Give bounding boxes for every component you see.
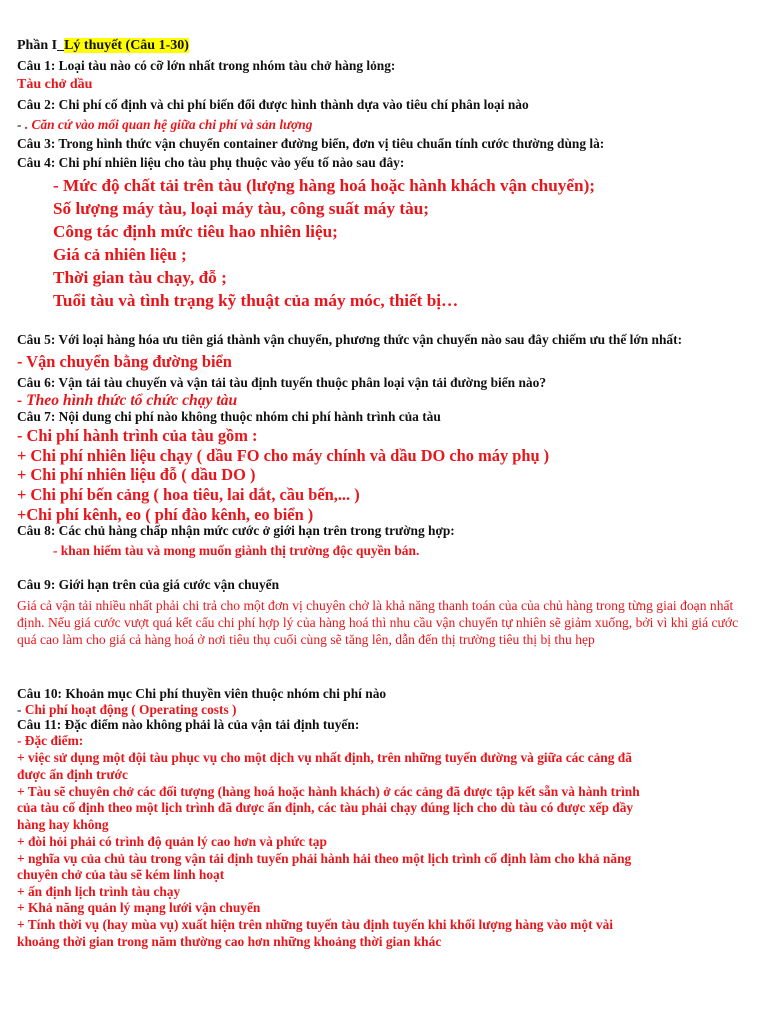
answer-7-line: + Chi phí nhiên liệu đỗ ( dầu DO ) — [17, 465, 256, 484]
answer-11-line: + nghĩa vụ của chủ tàu trong vận tải định tuyến phải hành hải theo một lịch trình cố định làm cho khả năng — [17, 851, 632, 866]
answer-11-line: + Tính thời vụ (hay mùa vụ) xuất hiện trên những tuyến tàu định tuyến khi khối lượng hàng vào một vài — [17, 917, 614, 932]
answer-4-line: Thời gian tàu chạy, đỗ ; — [53, 268, 227, 287]
question-11: Câu 11: Đặc điểm nào không phải là của vận tải định tuyến: — [17, 717, 360, 732]
answer-11-line: hàng hay không — [17, 817, 109, 832]
answer-10 — [17, 702, 237, 718]
answer-11-line: chuyên chở của tàu sẽ kém linh hoạt — [17, 867, 225, 882]
question-2: Câu 2: Chi phí cố định và chi phí biến đổi được hình thành dựa vào tiêu chí phân loại nào — [17, 97, 529, 112]
answer-7-line: + Chi phí nhiên liệu chạy ( dầu FO cho máy chính và dầu DO cho máy phụ ) — [17, 446, 550, 465]
answer-11-line: khoảng thời gian trong năm thường cao hơn những khoảng thời gian khác — [17, 934, 442, 949]
answer-11-line: + ấn định lịch trình tàu chạy — [17, 884, 181, 899]
section-heading — [17, 38, 189, 54]
answer-2-dash: - — [17, 117, 25, 132]
question-3: Câu 3: Trong hình thức vận chuyển container đường biển, đơn vị tiêu chuẩn tính cước thường dùng là: — [17, 136, 605, 151]
answer-11-line: + Khả năng quản lý mạng lưới vận chuyển — [17, 900, 261, 915]
answer-7-line: - Chi phí hành trình của tàu gồm : — [17, 426, 258, 445]
section-title: Lý thuyết (Câu 1-30) — [64, 38, 189, 53]
question-7: Câu 7: Nội dung chi phí nào không thuộc nhóm chi phí hành trình của tàu — [17, 409, 441, 424]
answer-7-line: + Chi phí bến cảng ( hoa tiêu, lai dắt, cầu bến,... ) — [17, 485, 360, 504]
answer-11-line: được ấn định trước — [17, 767, 128, 782]
answer-11-line: - Đặc điểm: — [17, 733, 84, 748]
question-4: Câu 4: Chi phí nhiên liệu cho tàu phụ thuộc vào yếu tố nào sau đây: — [17, 155, 405, 170]
answer-11-line: của tàu cố định theo một lịch trình đã được ấn định, các tàu phải chạy đúng lịch cho dù tàu có được xếp đầy — [17, 800, 634, 815]
answer-11-line: + Tàu sẽ chuyên chở các đối tượng (hàng hoá hoặc hành khách) ở các cảng đã được tập kết sẵn và hành trình — [17, 784, 640, 799]
question-1: Câu 1: Loại tàu nào có cỡ lớn nhất trong nhóm tàu chở hàng lỏng: — [17, 58, 396, 73]
section-prefix: Phần I_ — [17, 38, 65, 53]
answer-1: Tàu chở dầu — [17, 77, 93, 92]
question-8: Câu 8: Các chủ hàng chấp nhận mức cước ở giới hạn trên trong trường hợp: — [17, 523, 455, 538]
answer-7-line: +Chi phí kênh, eo ( phí đào kênh, eo biển ) — [17, 505, 314, 524]
answer-9: Giá cả vận tải nhiều nhất phải chi trả cho một đơn vị chuyên chở là khả năng thanh toán của của chủ hàng trong từng giai đoạn nhất định. Nếu giá cước vượt quá kết cấu chi phí hợp lý của hàng hoá thì nhu cầu vận chuyển tự nhiên sẽ giảm xuống, bởi vì khi giá cước quá cao làm cho giá cả hàng hoá ở nơi tiêu thụ cuối cùng sẽ tăng lên, dẫn đến thị trường tiêu thị bị thu hẹp — [17, 598, 739, 647]
question-9: Câu 9: Giới hạn trên của giá cước vận chuyển — [17, 577, 280, 592]
answer-11-line: + đòi hỏi phải có trình độ quản lý cao hơn và phức tạp — [17, 834, 327, 849]
answer-5: - Vận chuyển bằng đường biển — [17, 352, 232, 371]
question-6: Câu 6: Vận tải tàu chuyến và vận tải tàu định tuyến thuộc phân loại vận tải đường biển nào? — [17, 375, 547, 390]
answer-10-text: Chi phí hoạt động ( Operating costs ) — [24, 702, 237, 717]
question-10: Câu 10: Khoản mục Chi phí thuyền viên thuộc nhóm chi phí nào — [17, 686, 387, 701]
answer-4-line: Giá cả nhiên liệu ; — [53, 245, 187, 264]
answer-4-line: - Mức độ chất tải trên tàu (lượng hàng hoá hoặc hành khách vận chuyển); — [53, 176, 596, 195]
answer-2-text: . Căn cứ vào mối quan hệ giữa chi phí và sản lượng — [24, 117, 313, 132]
question-5: Câu 5: Với loại hàng hóa ưu tiên giá thành vận chuyển, phương thức vận chuyển nào sau đây chiếm ưu thế lớn nhất: — [17, 332, 683, 347]
answer-4-line: Công tác định mức tiêu hao nhiên liệu; — [53, 222, 338, 241]
answer-6: - Theo hình thức tổ chức chạy tàu — [17, 392, 238, 409]
answer-8: - khan hiếm tàu và mong muốn giành thị trường độc quyền bán. — [53, 543, 420, 558]
answer-4-line: Số lượng máy tàu, loại máy tàu, công suất máy tàu; — [53, 199, 430, 218]
answer-11-line: + việc sử dụng một đội tàu phục vụ cho một dịch vụ nhất định, trên những tuyến đường và giữa các cảng đã — [17, 750, 632, 765]
answer-2 — [17, 117, 312, 133]
answer-4-line: Tuổi tàu và tình trạng kỹ thuật của máy móc, thiết bị… — [53, 291, 459, 310]
answer-10-dash: - — [17, 702, 25, 717]
